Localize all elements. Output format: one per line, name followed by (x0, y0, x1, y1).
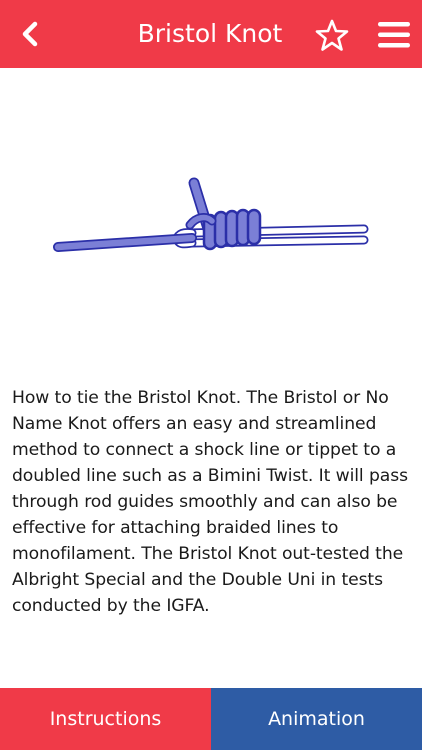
chevron-left-icon (19, 21, 41, 47)
back-button[interactable] (12, 16, 48, 52)
tab-animation[interactable]: Animation (211, 688, 422, 750)
knot-illustration (40, 165, 382, 275)
header-bar (0, 0, 422, 68)
favorite-button[interactable] (313, 16, 351, 54)
star-outline-icon (315, 18, 349, 52)
hamburger-menu-icon (377, 20, 411, 50)
knot-description: How to tie the Bristol Knot. The Bristol or No Name Knot offers an easy and streamlined method to connect a shock line or tippet to a doubled line such as a Bimini Twist. It will pass through rod guides smoothly and can also be effective for attaching braided lines to monofilament. The Bristol Knot out-tested the Albright Special and the Double Uni in tests conducted by the IGFA. (12, 388, 408, 616)
bottom-tab-bar (0, 688, 422, 750)
tab-instructions[interactable]: Instructions (0, 688, 211, 750)
page-title: Bristol Knot (137, 19, 283, 48)
menu-button[interactable] (374, 17, 414, 53)
